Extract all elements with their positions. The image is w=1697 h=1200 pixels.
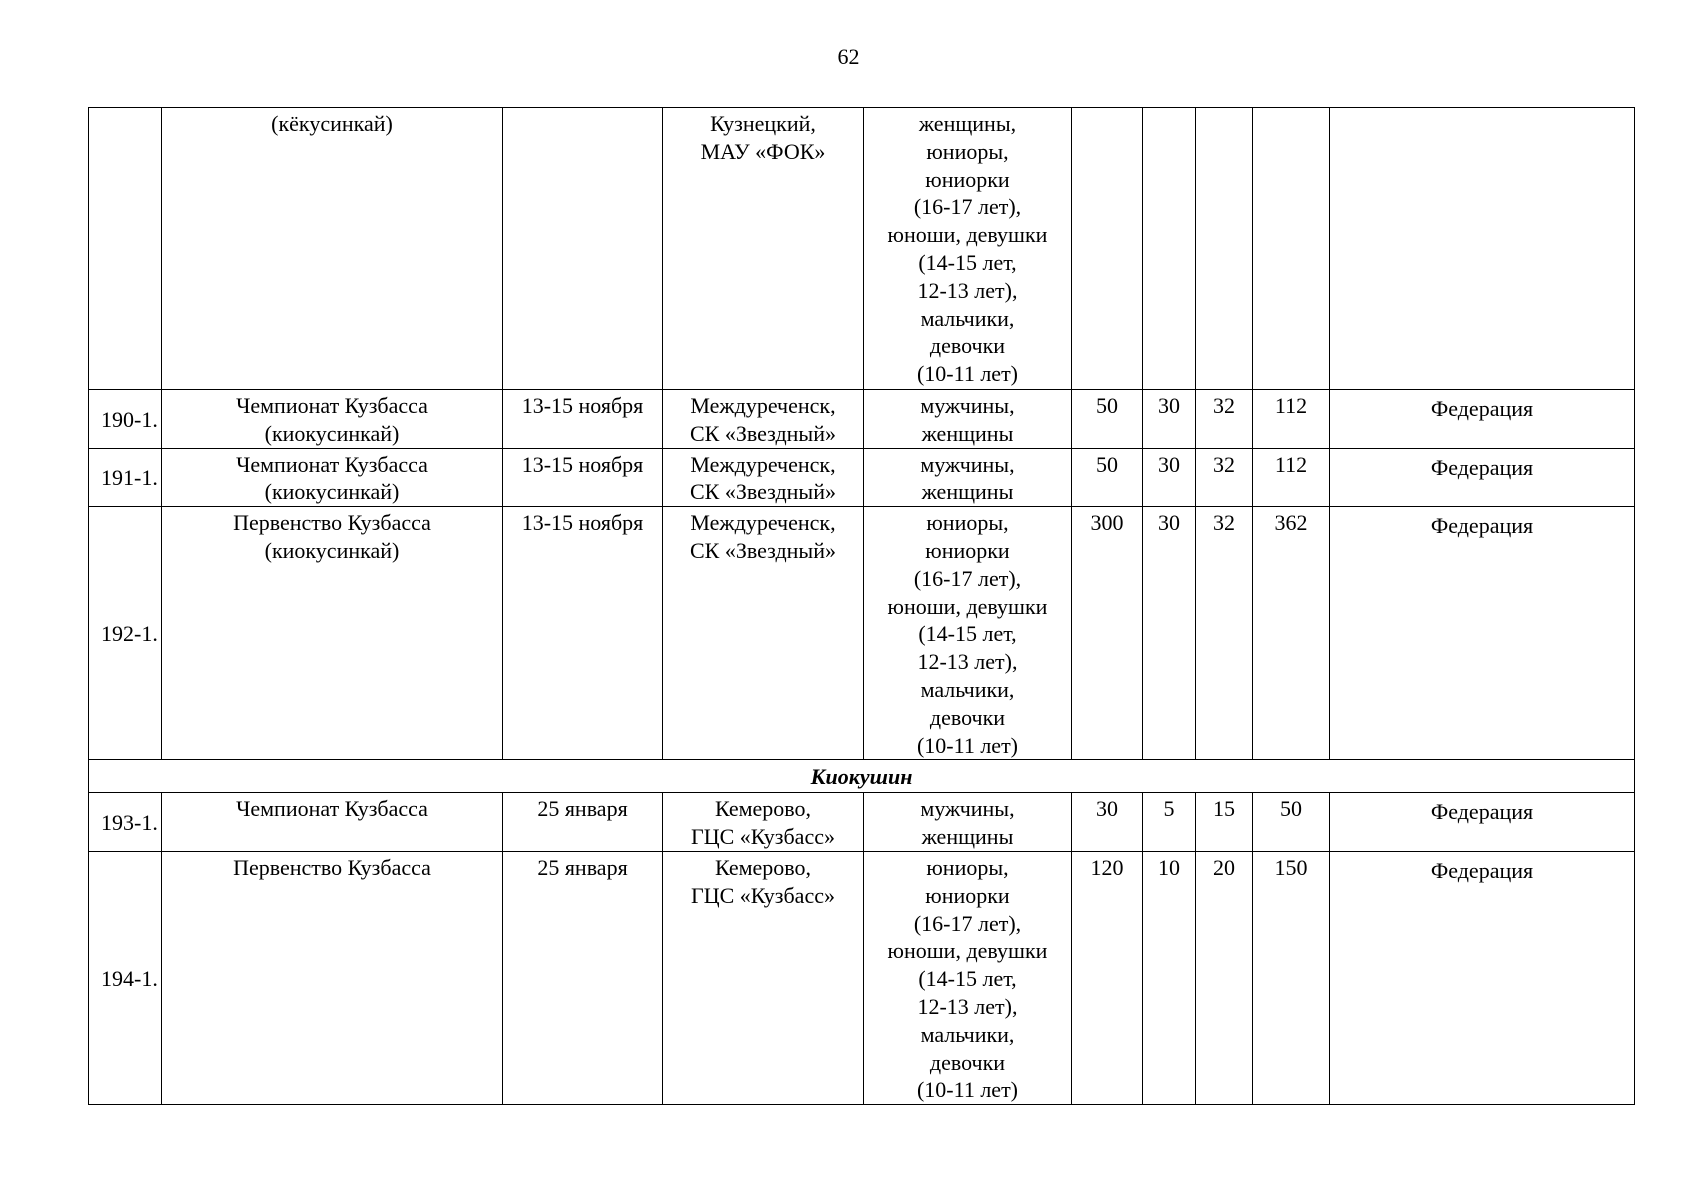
event-participants-line: 12-13 лет), [917,993,1018,1019]
table-body [89,108,1635,1105]
table-row [89,448,1635,507]
event-name-line: Чемпионат Кузбасса [236,393,428,418]
event-participants-line: мальчики, [920,305,1015,331]
event-date-line: 25 января [537,796,628,822]
event-place-line: СК «Звездный» [690,420,836,446]
count-c1: 300 [1072,507,1143,760]
event-participants-line: девочки [929,1049,1006,1075]
event-name [162,390,503,449]
count-c3: 32 [1196,390,1253,449]
count-c2: 30 [1143,448,1196,507]
row-number: 194-1. [89,851,162,1104]
event-date-line: 13-15 ноября [521,393,644,418]
event-participants [864,390,1072,449]
event-participants-line: (10-11 лет) [916,732,1019,758]
event-participants [864,793,1072,852]
event-date [503,448,663,507]
count-c4: 150 [1253,851,1330,1104]
event-participants-line: мальчики, [920,676,1015,702]
table-row [89,851,1635,1104]
event-place [663,390,864,449]
table-row [89,507,1635,760]
event-participants [864,851,1072,1104]
count-c2: 10 [1143,851,1196,1104]
event-participants-line: юноши, девушки [887,938,1048,964]
event-participants-line: (14-15 лет, [918,966,1017,992]
event-participants-line: юниорки [925,166,1010,192]
event-participants-line: женщины, [918,111,1017,136]
event-participants [864,448,1072,507]
event-date-line: 13-15 ноября [521,510,644,536]
organizer: Федерация [1330,448,1635,507]
event-participants [864,507,1072,760]
event-place-line: Междуреченск, [690,510,836,536]
event-place-line: Кемерово, [714,854,812,880]
events-table [88,107,1635,1105]
event-participants-line: мужчины, [920,393,1015,418]
organizer: Федерация [1330,507,1635,760]
row-number: 190-1. [89,390,162,449]
event-participants-line: юноши, девушки [887,593,1048,619]
event-place-line: Кемерово, [714,796,812,822]
event-name-line: (киокусинкай) [264,479,400,505]
event-place-line: ГЦС «Кузбасс» [691,882,835,908]
event-name-line: Чемпионат Кузбасса [236,796,428,822]
event-participants-line: (16-17 лет), [913,194,1022,220]
count-c4: 112 [1253,448,1330,507]
event-participants-line: юниоры, [926,138,1009,164]
count-c1: 30 [1072,793,1143,852]
row-number: 192-1. [89,507,162,760]
event-name [162,507,503,760]
count-c3 [1196,108,1253,390]
count-c2: 30 [1143,390,1196,449]
event-participants-line: (14-15 лет, [918,249,1017,275]
event-participants-line: (10-11 лет) [916,361,1019,387]
count-c3: 15 [1196,793,1253,852]
count-c2 [1143,108,1196,390]
section-row [89,760,1635,793]
event-place [663,108,864,390]
event-participants-line: юниорки [925,537,1010,563]
event-participants-line: юниоры, [926,854,1009,880]
organizer: Федерация [1330,851,1635,1104]
event-date-line: 13-15 ноября [521,451,644,477]
event-name-line: (кёкусинкай) [271,111,393,136]
organizer: Федерация [1330,390,1635,449]
event-participants-line: мужчины, [920,451,1015,477]
event-name [162,851,503,1104]
count-c1: 50 [1072,448,1143,507]
count-c4: 50 [1253,793,1330,852]
table-row [89,793,1635,852]
event-name-line: Первенство Кузбасса [233,510,431,536]
page-number: 62 [837,44,860,69]
event-place-line: Междуреченск, [690,451,836,477]
event-participants-line: девочки [929,333,1006,359]
event-place [663,793,864,852]
event-date [503,108,663,390]
event-place [663,448,864,507]
event-place-line: МАУ «ФОК» [700,138,826,164]
table-row [89,108,1635,390]
event-participants-line: девочки [929,704,1006,730]
row-number: 191-1. [89,448,162,507]
event-place [663,507,864,760]
organizer [1330,108,1635,390]
event-date [503,390,663,449]
event-participants-line: 12-13 лет), [917,649,1018,675]
count-c3: 32 [1196,507,1253,760]
event-participants-line: (10-11 лет) [916,1077,1019,1103]
event-participants-line: юноши, девушки [887,222,1048,248]
event-participants-line: мальчики, [920,1021,1015,1047]
event-place-line: СК «Звездный» [690,537,836,563]
count-c1: 120 [1072,851,1143,1104]
event-place-line: СК «Звездный» [690,479,836,505]
event-place [663,851,864,1104]
event-date [503,507,663,760]
event-place-line: ГЦС «Кузбасс» [691,824,835,850]
row-number [89,108,162,390]
event-name [162,108,503,390]
count-c1 [1072,108,1143,390]
event-name-line: (киокусинкай) [264,420,400,446]
event-participants-line: 12-13 лет), [917,277,1018,303]
event-name [162,448,503,507]
row-number: 193-1. [89,793,162,852]
event-date [503,793,663,852]
event-date-line: 25 января [537,854,628,880]
count-c2: 30 [1143,507,1196,760]
organizer: Федерация [1330,793,1635,852]
event-name-line: Чемпионат Кузбасса [236,451,428,477]
count-c4: 362 [1253,507,1330,760]
event-participants-line: мужчины, [920,796,1015,822]
event-name [162,793,503,852]
event-date [503,851,663,1104]
event-participants-line: женщины [921,420,1014,446]
section-title: Киокушин [89,760,1635,793]
count-c2: 5 [1143,793,1196,852]
event-participants-line: (16-17 лет), [913,910,1022,936]
event-participants-line: юниоры, [926,510,1009,536]
count-c3: 20 [1196,851,1253,1104]
count-c1: 50 [1072,390,1143,449]
event-place-line: Кузнецкий, [710,111,816,136]
count-c4: 112 [1253,390,1330,449]
table-row [89,390,1635,449]
event-participants-line: юниорки [925,882,1010,908]
event-place-line: Междуреченск, [690,393,836,418]
event-participants-line: женщины [921,824,1014,850]
event-name-line: (киокусинкай) [264,537,400,563]
count-c4 [1253,108,1330,390]
event-participants-line: (16-17 лет), [913,565,1022,591]
event-name-line: Первенство Кузбасса [233,854,431,880]
event-participants-line: (14-15 лет, [918,621,1017,647]
count-c3: 32 [1196,448,1253,507]
event-participants-line: женщины [921,479,1014,505]
event-participants [864,108,1072,390]
